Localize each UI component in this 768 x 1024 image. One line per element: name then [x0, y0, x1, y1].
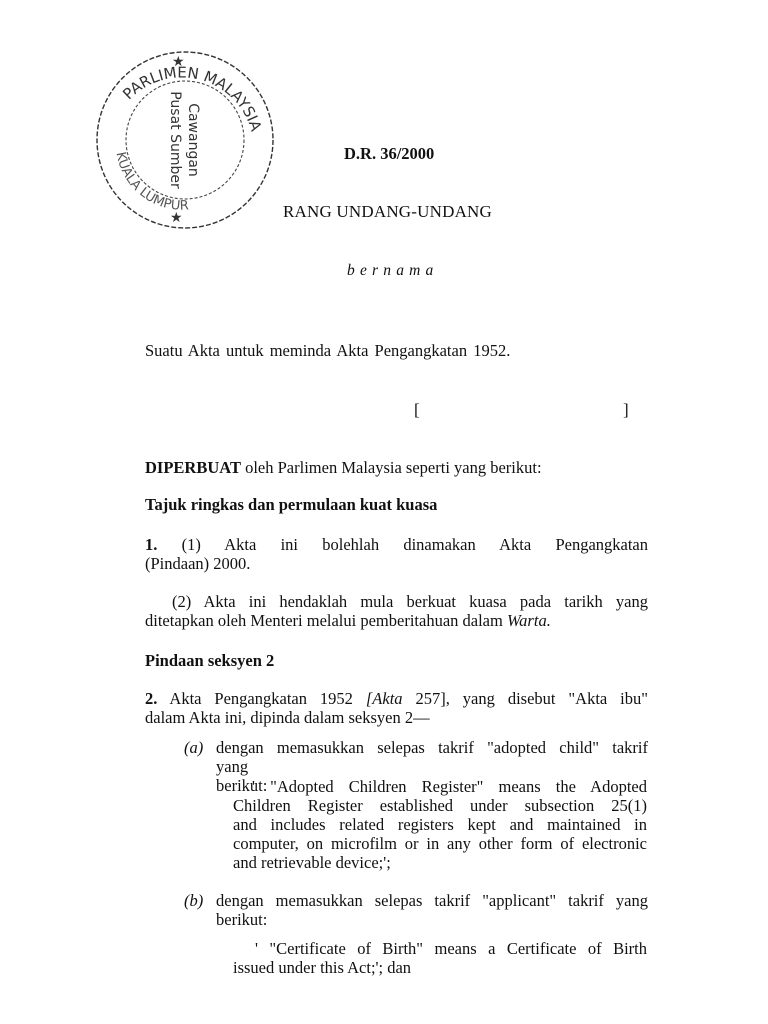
svg-text:Pusat Sumber: Pusat Sumber [167, 91, 183, 189]
date-bracket-close: ] [623, 400, 629, 419]
stamp-star-top: ★ [172, 55, 185, 70]
item-text-line-2: berikut: [216, 910, 268, 929]
section-2-intro-line-2: dalam Akta ini, dipinda dalam seksyen 2— [145, 708, 430, 727]
section-1-heading: Tajuk ringkas dan permulaan kuat kuasa [145, 495, 438, 514]
long-title: Suatu Akta untuk meminda Akta Pengangkatan 1952. [145, 341, 511, 360]
section-1-para-1-line-2: (Pindaan) 2000. [145, 554, 251, 573]
section-2-intro-line-1: 2. Akta Pengangkatan 1952 [Akta 257], yang disebut "Akta ibu" [145, 689, 648, 708]
svg-text:PARLIMEN MALAYSIA: PARLIMEN MALAYSIA [119, 63, 266, 134]
definition-quote-a-line-3: and includes related registers kept and maintained in [233, 815, 647, 834]
definition-quote-a-line-1: ' "Adopted Children Register" means the Adopted [252, 777, 647, 796]
item-text-line-1: dengan memasukkan selepas takrif "applicant" takrif yang [216, 891, 648, 910]
date-bracket-open: [ [414, 400, 420, 419]
resource-centre-stamp [92, 50, 278, 230]
stamp-center-text [167, 91, 201, 189]
section-1-para-1-line-1: 1. (1) Akta ini bolehlah dinamakan Akta Pengangkatan [145, 535, 648, 554]
item-text-line-1: dengan memasukkan selepas takrif "adopted child" takrif [216, 738, 648, 757]
svg-text:KUALA LUMPUR: KUALA LUMPUR [112, 150, 190, 214]
bernama-label: bernama [347, 262, 439, 279]
definition-quote-a-line-5: and retrievable device;'; [233, 853, 391, 872]
item-label: (b) [184, 891, 204, 910]
definition-quote-b-line-2: issued under this Act;'; dan [233, 958, 412, 977]
bill-title: RANG UNDANG-UNDANG [283, 202, 493, 221]
enacting-formula: DIPERBUAT oleh Parlimen Malaysia seperti yang berikut: [145, 458, 542, 477]
section-1-para-2-line-2: ditetapkan oleh Menteri melalui pemberitahuan dalam Warta. [145, 611, 551, 630]
section-2-heading: Pindaan seksyen 2 [145, 651, 275, 670]
definition-quote-a-line-4: computer, on microfilm or in any other form of electronic [233, 834, 647, 853]
definition-quote-b-line-1: ' "Certificate of Birth" means a Certificate of Birth [255, 939, 647, 958]
item-label: (a) [184, 738, 204, 757]
definition-quote-a-line-2: Children Register established under subsection 25(1) [233, 796, 647, 815]
section-1-para-2-line-1: (2) Akta ini hendaklah mula berkuat kuasa pada tarikh yang [172, 592, 648, 611]
document-number: D.R. 36/2000 [344, 144, 435, 163]
svg-text:Cawangan: Cawangan [185, 103, 201, 177]
stamp-star-bottom: ★ [170, 211, 183, 226]
item-text-line-2: yang berikut: [216, 757, 268, 795]
